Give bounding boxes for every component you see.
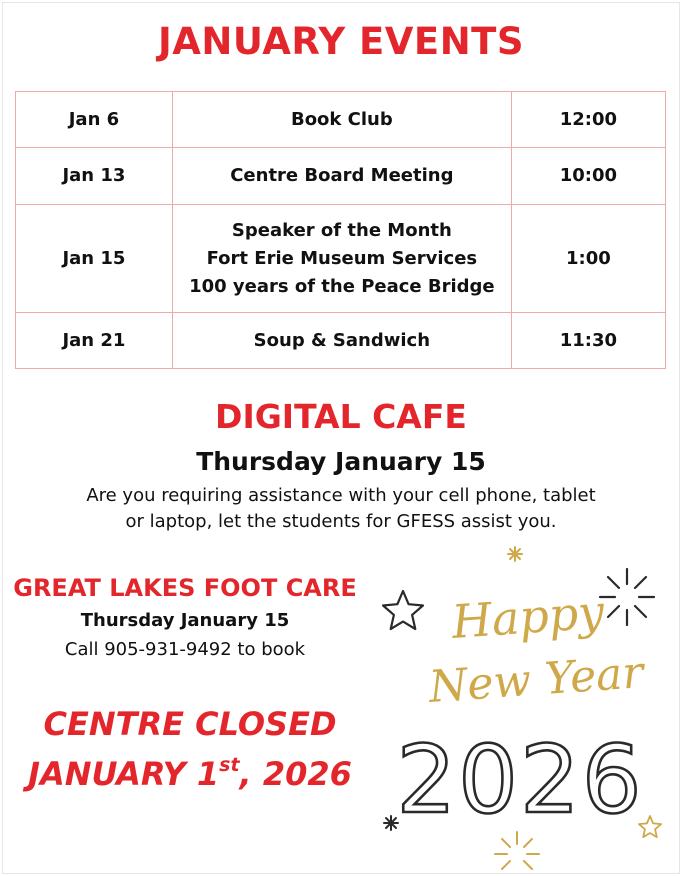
- closure-date-suffix: , 2026: [239, 755, 352, 793]
- description-line: Are you requiring assistance with your cell phone, tablet: [86, 485, 596, 506]
- event-time: 12:00: [511, 92, 665, 148]
- table-row: [16, 313, 666, 369]
- new-year-script: New Year: [427, 647, 645, 713]
- event-line: Speaker of the Month: [231, 219, 452, 241]
- events-table: [15, 91, 666, 369]
- foot-care-date: Thursday January 15: [80, 610, 290, 631]
- centre-closed-line: CENTRE CLOSED: [43, 705, 337, 743]
- description-line: or laptop, let the students for GFESS assist you.: [125, 511, 557, 532]
- event-date: Jan 15: [16, 205, 173, 313]
- event-line: Centre Board Meeting: [230, 165, 454, 186]
- event-date: Jan 6: [16, 92, 173, 148]
- event-name: [172, 205, 511, 313]
- event-name: [172, 313, 511, 369]
- table-row: [16, 148, 666, 205]
- table-row: [16, 92, 666, 148]
- event-line: Book Club: [290, 108, 393, 130]
- page-title: JANUARY EVENTS: [157, 20, 525, 63]
- foot-care-title: GREAT LAKES FOOT CARE: [13, 574, 357, 602]
- event-name: [172, 148, 511, 205]
- year-outline: 2026: [396, 726, 644, 835]
- event-time: 1:00: [511, 205, 665, 313]
- event-time: 11:30: [511, 313, 665, 369]
- sparkle-burst-icon: [600, 569, 654, 625]
- table-row: [16, 205, 666, 313]
- digital-cafe-description: [0, 483, 682, 535]
- digital-cafe-date: Thursday January 15: [196, 447, 486, 476]
- event-name: [172, 92, 511, 148]
- gold-burst-icon: [495, 832, 539, 869]
- closure-date-superscript: st: [219, 754, 240, 776]
- closure-date-prefix: JANUARY 1: [28, 755, 220, 793]
- event-date: Jan 21: [16, 313, 173, 369]
- asterisk-icon: [384, 816, 398, 830]
- event-date: Jan 13: [16, 148, 173, 205]
- event-line: 100 years of the Peace Bridge: [189, 275, 495, 297]
- happy-new-year-graphic: [375, 540, 675, 870]
- gold-sparkle-icon: [508, 547, 522, 561]
- closure-date-line: [10, 755, 370, 793]
- happy-script: Happy: [450, 584, 606, 649]
- foot-care-call: Call 905-931-9492 to book: [64, 639, 306, 660]
- event-line: Fort Erie Museum Services: [206, 247, 478, 269]
- event-line: Soup & Sandwich: [253, 329, 431, 351]
- event-time: 10:00: [511, 148, 665, 205]
- digital-cafe-title: DIGITAL CAFE: [215, 397, 467, 436]
- star-outline-icon: [383, 591, 423, 629]
